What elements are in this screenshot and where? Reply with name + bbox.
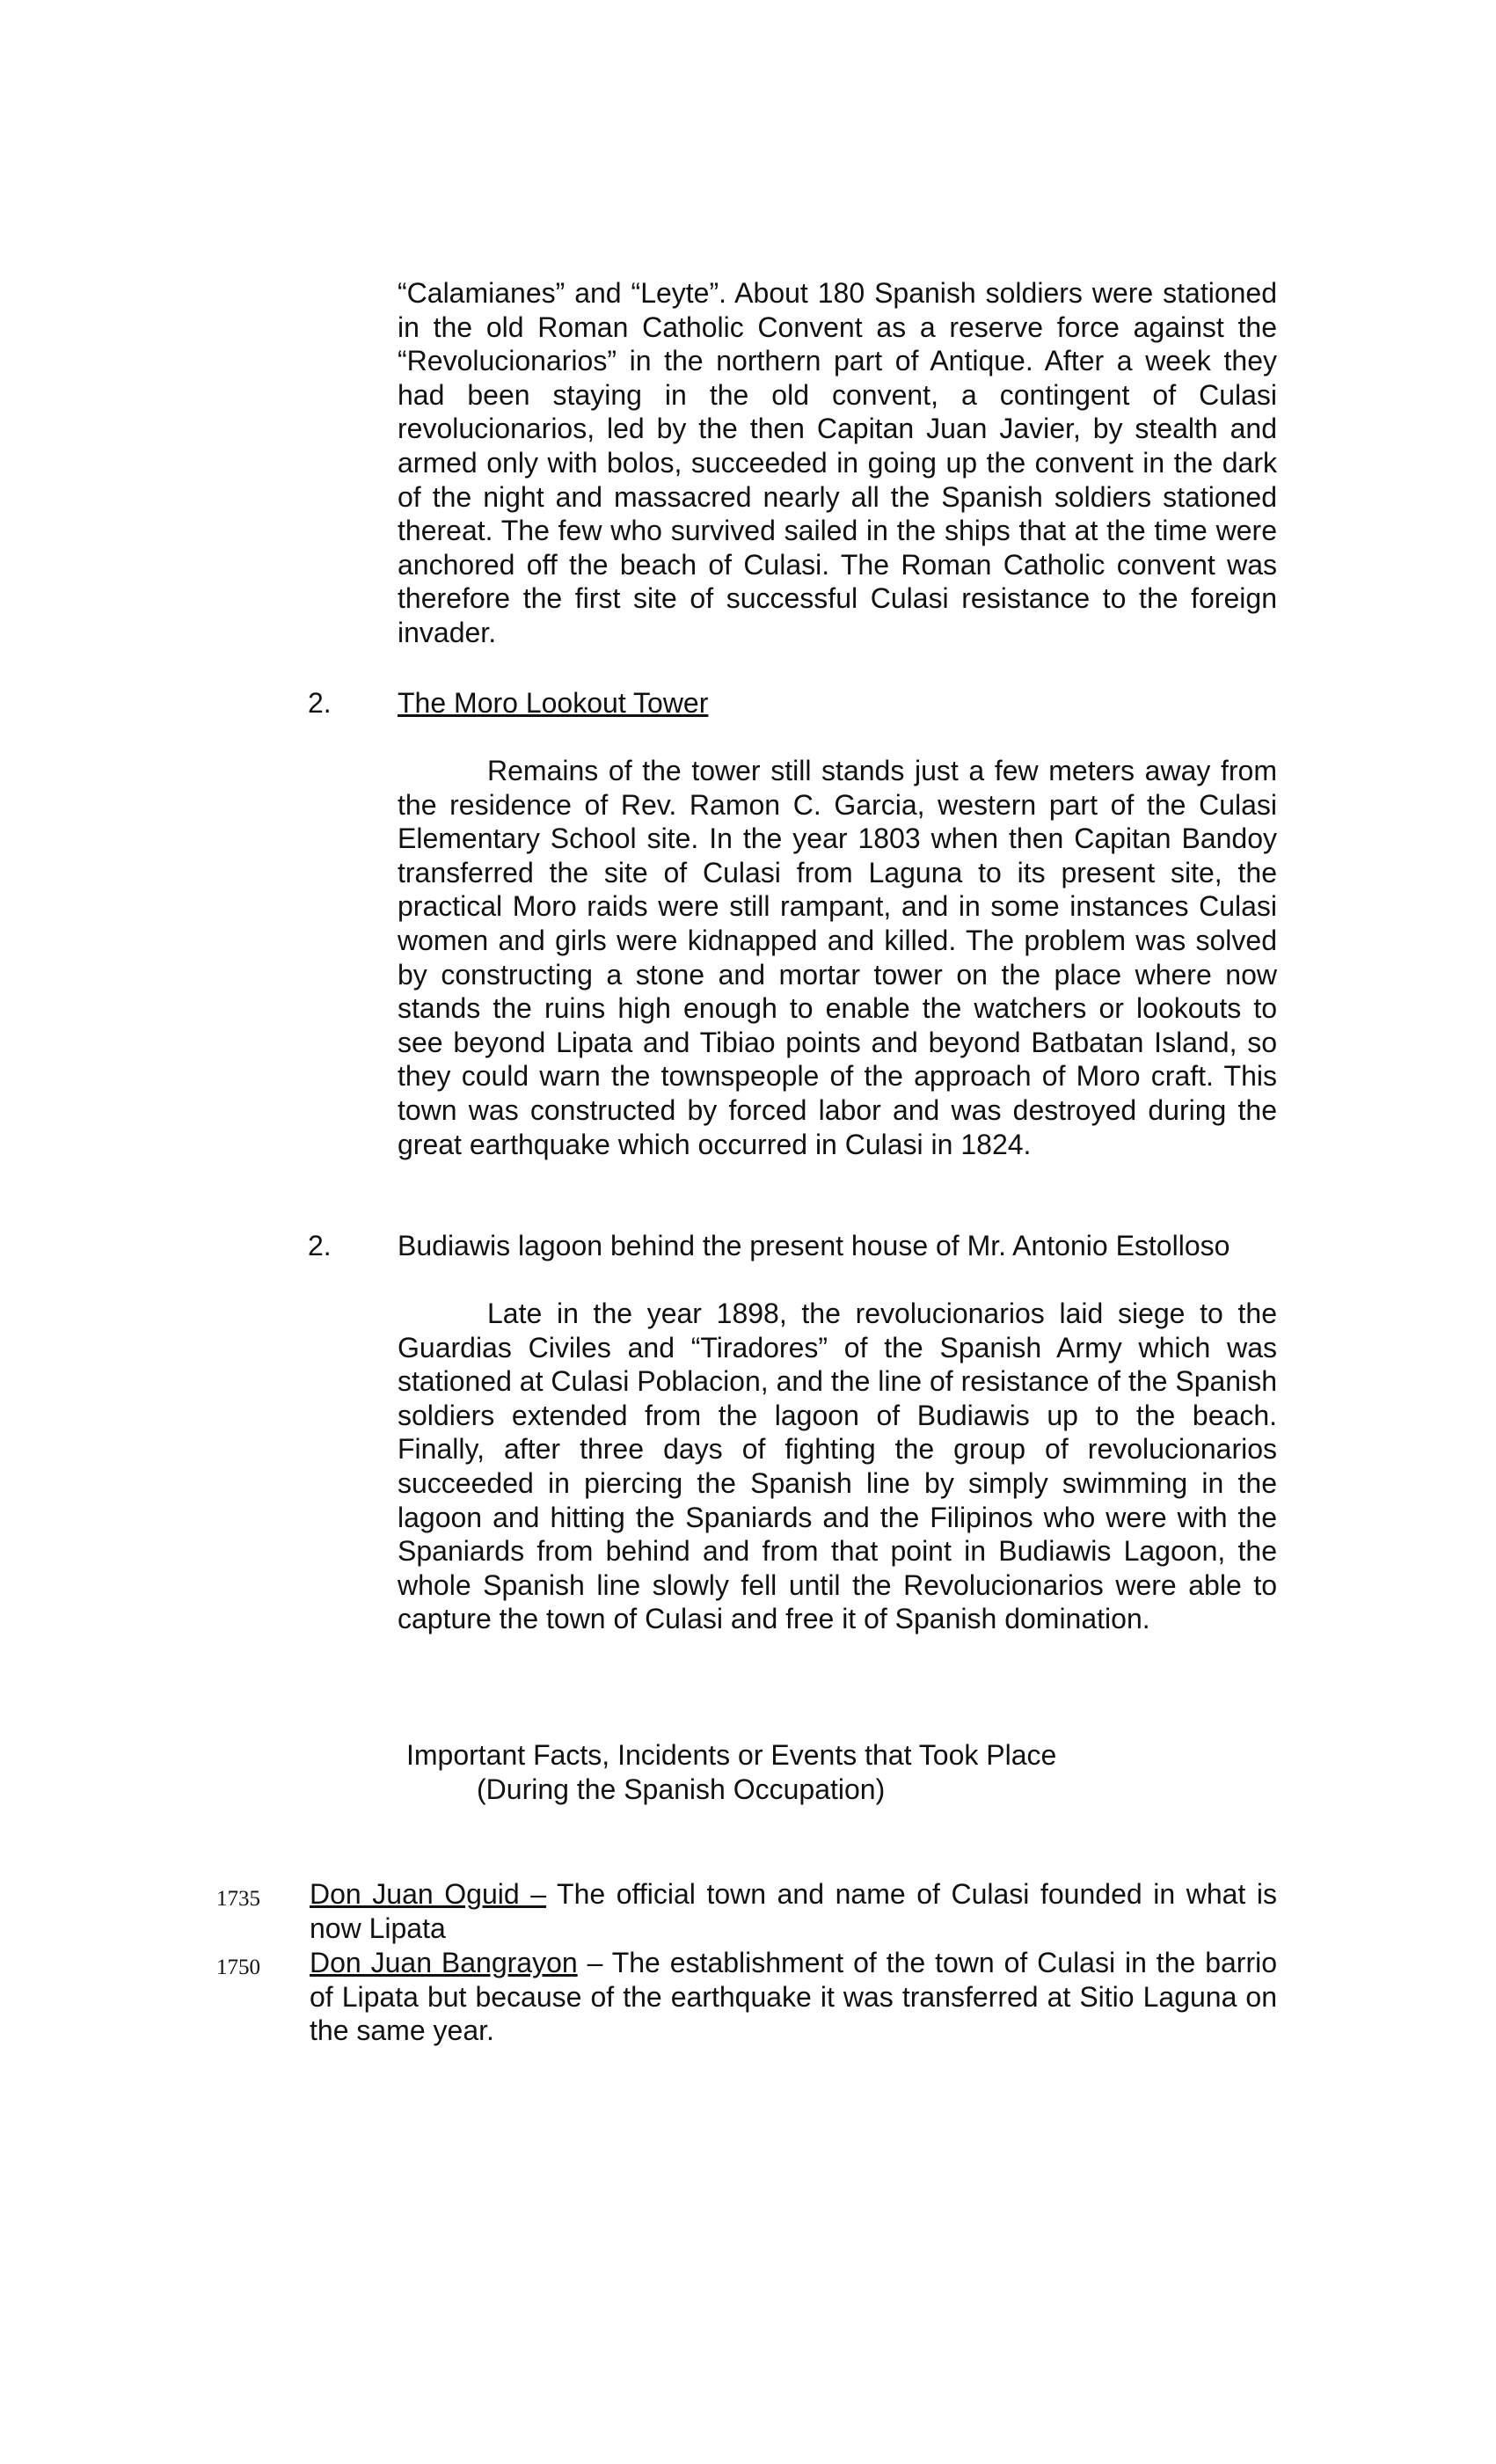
section-title-moro-tower: The Moro Lookout Tower [398, 687, 709, 719]
event-text: The official town and name of Culasi founded in what is now Lipata [310, 1878, 1278, 1944]
section-number: 2. [308, 1230, 332, 1261]
intro-paragraph: “Calamianes” and “Leyte”. About 180 Spanish soldiers were stationed in the old Roman Catholic Convent as a reserve force against the “Revolucionarios” in the northern part of Antique. After a week they had been staying in the old convent, a contingent of Culasi revolucionarios, led by the then Capitan Juan Javier, by stealth and armed only with bolos, succeeded in going up the convent in the dark of the night and massacred nearly all the Spanish soldiers stationed thereat. The few who survived sailed in the ships that at the time were anchored off the beach of Culasi. The Roman Catholic convent was therefore the first site of successful Culasi resistance to the foreign invader. [398, 277, 1277, 648]
event-year: 1735 [216, 1887, 260, 1911]
event-person: Don Juan Bangrayon [310, 1947, 578, 1978]
events-heading-line2: (During the Spanish Occupation) [477, 1773, 886, 1805]
events-heading [406, 1738, 1198, 1806]
section-title-budiawis: Budiawis lagoon behind the present house of Mr. Antonio Estolloso [398, 1230, 1230, 1261]
section-body-moro-tower: Remains of the tower still stands just a few meters away from the residence of Rev. Ramon C. Garcia, western part of the Culasi Elementary School site. In the year 1803 when then Capitan Bandoy transferred the site of Culasi from Laguna to its present site, the practical Moro raids were still rampant, and in some instances Culasi women and girls were kidnapped and killed. The problem was solved by constructing a stone and mortar tower on the place where now stands the ruins high enough to enable the watchers or lookouts to see beyond Lipata and Tibiao points and beyond Batbatan Island, so they could warn the townspeople of the approach of Moro craft. This town was constructed by forced labor and was destroyed during the great earthquake which occurred in Culasi in 1824. [398, 755, 1277, 1160]
event-person: Don Juan Oguid – [310, 1878, 547, 1910]
event-entry [310, 1877, 1277, 1945]
event-year: 1750 [216, 1956, 260, 1979]
events-heading-line1: Important Facts, Incidents or Events that Took Place [406, 1739, 1057, 1771]
event-entry [310, 1946, 1277, 2048]
section-number: 2. [308, 687, 332, 719]
section-body-budiawis: Late in the year 1898, the revolucionarios laid siege to the Guardias Civiles and “Tiradores” of the Spanish Army which was stationed at Culasi Poblacion, and the line of resistance of the Spanish soldiers extended from the lagoon of Budiawis up to the beach. Finally, after three days of fighting the group of revolucionarios succeeded in piercing the Spanish line by simply swimming in the lagoon and hitting the Spaniards and the Filipinos who were with the Spaniards from behind and from that point in Budiawis Lagoon, the whole Spanish line slowly fell until the Revolucionarios were able to capture the town of Culasi and free it of Spanish domination. [398, 1298, 1277, 1635]
event-text: – The establishment of the town of Culasi in the barrio of Lipata but because of the earthquake it was transferred at Sitio Laguna on the same year. [310, 1947, 1278, 2047]
